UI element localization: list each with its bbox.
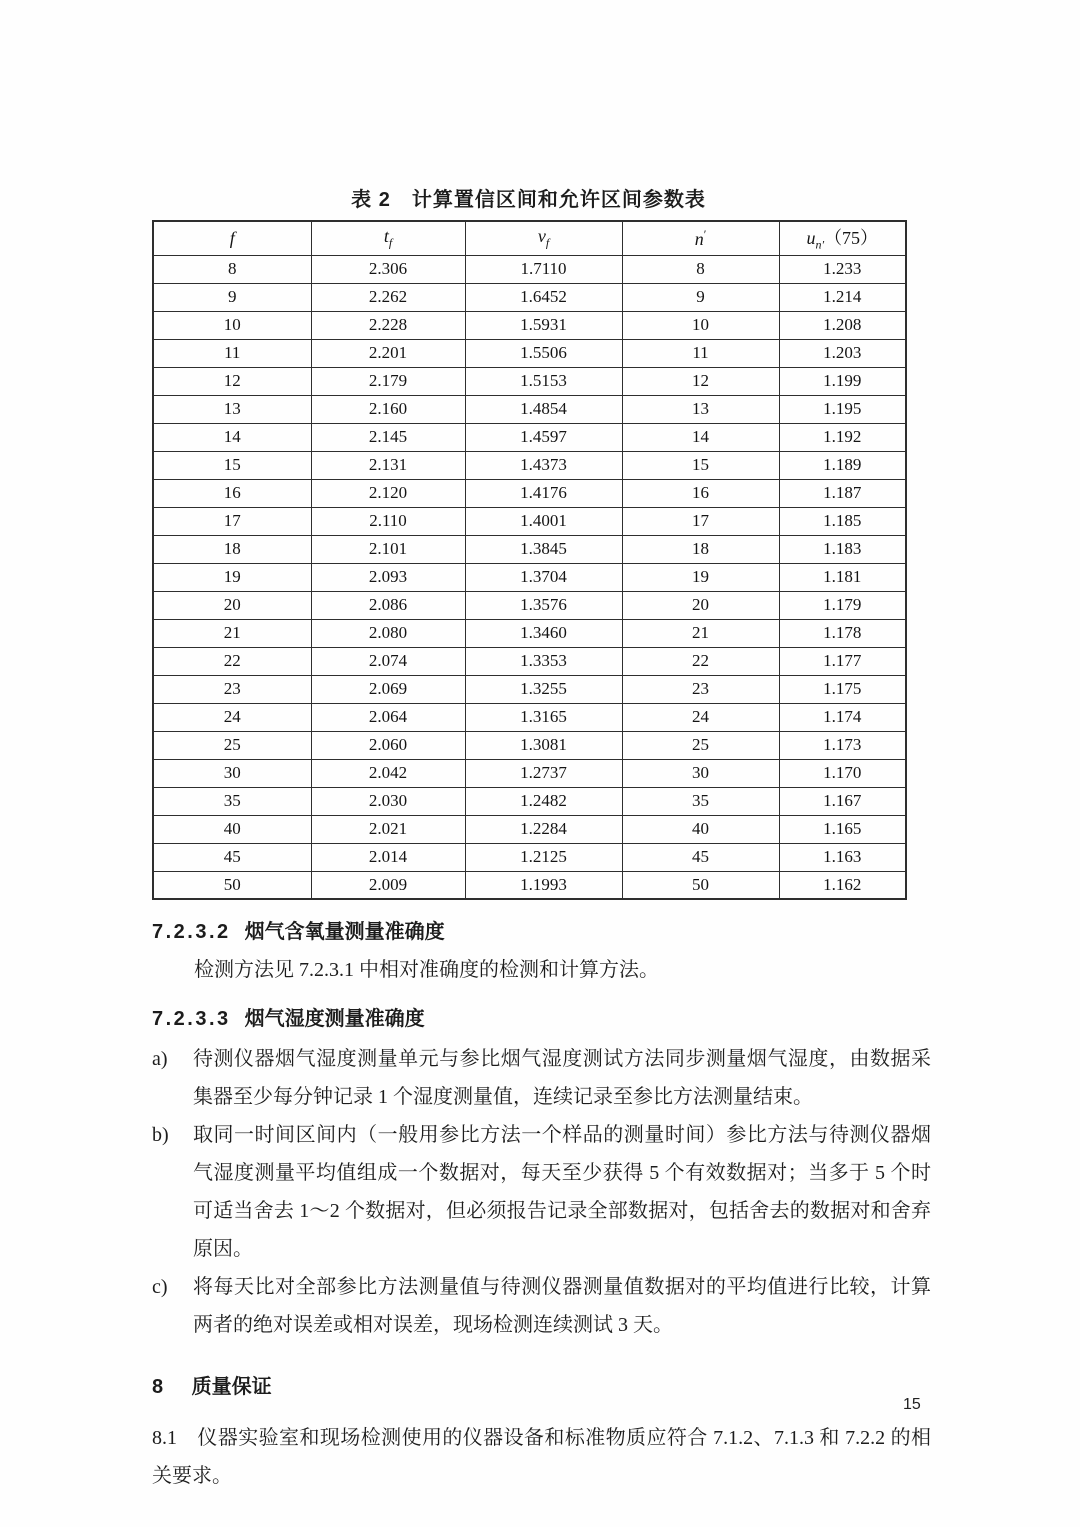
table-row [153, 507, 906, 535]
table-cell: 1.178 [779, 619, 906, 647]
table-title: 表 2 计算置信区间和允许区间参数表 [351, 189, 706, 211]
clause-number: 8.1 [152, 1427, 177, 1449]
table-cell: 23 [153, 675, 311, 703]
list-item-text: 将每天比对全部参比方法测量值与待测仪器测量值数据对的平均值进行比较，计算两者的绝对误差或相对误差，现场检测连续测试 3 天。 [193, 1276, 931, 1336]
table-cell: 1.163 [779, 843, 906, 871]
table-cell: 1.3460 [465, 619, 622, 647]
table-cell: 50 [622, 871, 779, 899]
table-cell: 1.177 [779, 647, 906, 675]
column-header: n′ [622, 221, 779, 255]
list-item [152, 1040, 931, 1116]
table-cell: 24 [153, 703, 311, 731]
table-cell: 1.2737 [465, 759, 622, 787]
table-row [153, 731, 906, 759]
table-row [153, 255, 906, 283]
table-row [153, 647, 906, 675]
column-header: $t_f$ [311, 221, 465, 255]
table-row [153, 311, 906, 339]
table-cell: 13 [622, 395, 779, 423]
table-cell: 2.060 [311, 731, 465, 759]
table-cell: 17 [622, 507, 779, 535]
table-cell: 15 [153, 451, 311, 479]
table-cell: 1.181 [779, 563, 906, 591]
table-cell: 1.2125 [465, 843, 622, 871]
table-cell: 2.021 [311, 815, 465, 843]
table-row [153, 367, 906, 395]
table-row [153, 451, 906, 479]
table-cell: 1.189 [779, 451, 906, 479]
column-header: $v_f$ [465, 221, 622, 255]
table-cell: 14 [153, 423, 311, 451]
table-cell: 2.093 [311, 563, 465, 591]
list-item-marker: a) [152, 1048, 168, 1070]
table-cell: 1.4373 [465, 451, 622, 479]
table-cell: 1.175 [779, 675, 906, 703]
table-cell: 12 [153, 367, 311, 395]
table-cell: 35 [153, 787, 311, 815]
table-cell: 2.228 [311, 311, 465, 339]
confidence-interval-parameters-table [152, 220, 907, 900]
section-title: 烟气湿度测量准确度 [244, 1008, 425, 1030]
table-cell: 45 [153, 843, 311, 871]
table-row [153, 479, 906, 507]
table-cell: 22 [622, 647, 779, 675]
table-row [153, 339, 906, 367]
table-cell: 1.3165 [465, 703, 622, 731]
table-cell: 1.5931 [465, 311, 622, 339]
table-cell: 8 [622, 255, 779, 283]
table-row [153, 675, 906, 703]
table-cell: 1.3255 [465, 675, 622, 703]
table-row [153, 619, 906, 647]
table-cell: 2.145 [311, 423, 465, 451]
table-cell: 25 [153, 731, 311, 759]
table-cell: 45 [622, 843, 779, 871]
table-row [153, 563, 906, 591]
section-number: 7.2.3.3 [152, 1008, 231, 1030]
section-heading-7-2-3-3 [152, 1002, 931, 1031]
table-cell: 1.3576 [465, 591, 622, 619]
table-cell: 20 [622, 591, 779, 619]
table-cell: 2.131 [311, 451, 465, 479]
item-list [152, 1040, 931, 1344]
table-cell: 1.203 [779, 339, 906, 367]
table-cell: 1.4854 [465, 395, 622, 423]
table-cell: 2.064 [311, 703, 465, 731]
table-cell: 1.3845 [465, 535, 622, 563]
table-cell: 2.179 [311, 367, 465, 395]
table-cell: 19 [153, 563, 311, 591]
table-cell: 1.5153 [465, 367, 622, 395]
table-cell: 1.174 [779, 703, 906, 731]
clause-text: 仪器实验室和现场检测使用的仪器设备和标准物质应符合 7.1.2、7.1.3 和 7.2.2 的相关要求。 [152, 1427, 931, 1487]
table-cell: 10 [622, 311, 779, 339]
table-cell: 1.208 [779, 311, 906, 339]
table-cell: 24 [622, 703, 779, 731]
table-cell: 1.192 [779, 423, 906, 451]
list-item [152, 1116, 931, 1268]
table-cell: 10 [153, 311, 311, 339]
table-cell: 1.4176 [465, 479, 622, 507]
table-row [153, 283, 906, 311]
table-cell: 1.199 [779, 367, 906, 395]
table-row [153, 787, 906, 815]
table-cell: 8 [153, 255, 311, 283]
column-header: f [153, 221, 311, 255]
table-cell: 1.170 [779, 759, 906, 787]
table-row [153, 871, 906, 899]
table-row [153, 395, 906, 423]
table-row [153, 535, 906, 563]
list-item-marker: b) [152, 1124, 169, 1146]
table-cell: 2.101 [311, 535, 465, 563]
table-row [153, 591, 906, 619]
table-cell: 16 [622, 479, 779, 507]
table-cell: 2.074 [311, 647, 465, 675]
table-cell: 1.4597 [465, 423, 622, 451]
table-row [153, 815, 906, 843]
table-cell: 1.2284 [465, 815, 622, 843]
table-cell: 25 [622, 731, 779, 759]
section-body-8-1 [152, 1419, 931, 1495]
table-cell: 11 [622, 339, 779, 367]
table-cell: 2.120 [311, 479, 465, 507]
table-cell: 1.2482 [465, 787, 622, 815]
table-row [153, 843, 906, 871]
table-cell: 1.5506 [465, 339, 622, 367]
table-cell: 2.160 [311, 395, 465, 423]
section-body-7-2-3-2: 检测方法见 7.2.3.1 中相对准确度的检测和计算方法。 [194, 959, 659, 981]
table-cell: 9 [622, 283, 779, 311]
list-item-text: 取同一时间区间内（一般用参比方法一个样品的测量时间）参比方法与待测仪器烟气湿度测量平均值组成一个数据对，每天至少获得 5 个有效数据对；当多于 5 个时可适当舍去 1～2 个数据对，但必须报告记录全部数据对，包括舍去的数据对和舍弃原因。 [193, 1124, 931, 1260]
table-cell: 18 [622, 535, 779, 563]
section-number: 7.2.3.2 [152, 921, 231, 943]
table-cell: 30 [622, 759, 779, 787]
table-cell: 2.014 [311, 843, 465, 871]
table-cell: 11 [153, 339, 311, 367]
table-cell: 12 [622, 367, 779, 395]
table-cell: 15 [622, 451, 779, 479]
table-cell: 2.262 [311, 283, 465, 311]
table-cell: 1.3353 [465, 647, 622, 675]
table-cell: 2.086 [311, 591, 465, 619]
table-cell: 2.306 [311, 255, 465, 283]
table-cell: 1.162 [779, 871, 906, 899]
table-cell: 50 [153, 871, 311, 899]
table-cell: 1.183 [779, 535, 906, 563]
table-cell: 22 [153, 647, 311, 675]
table-cell: 1.167 [779, 787, 906, 815]
table-header-row [153, 221, 906, 255]
list-item-text: 待测仪器烟气湿度测量单元与参比烟气湿度测试方法同步测量烟气湿度，由数据采集器至少每分钟记录 1 个湿度测量值，连续记录至参比方法测量结束。 [193, 1048, 931, 1108]
table-cell: 9 [153, 283, 311, 311]
page-content [152, 183, 931, 1499]
table-cell: 1.179 [779, 591, 906, 619]
list-item-marker: c) [152, 1276, 168, 1298]
list-item [152, 1268, 931, 1344]
table-cell: 30 [153, 759, 311, 787]
table-cell: 1.3081 [465, 731, 622, 759]
table-cell: 2.080 [311, 619, 465, 647]
table-cell: 2.110 [311, 507, 465, 535]
section-title: 质量保证 [191, 1376, 272, 1398]
table-cell: 1.3704 [465, 563, 622, 591]
table-cell: 2.042 [311, 759, 465, 787]
table-row [153, 759, 906, 787]
table-cell: 40 [153, 815, 311, 843]
column-header: $u_{n'}(75)$ [779, 221, 906, 255]
table-cell: 1.233 [779, 255, 906, 283]
table-cell: 23 [622, 675, 779, 703]
table-cell: 1.195 [779, 395, 906, 423]
table-cell: 20 [153, 591, 311, 619]
table-cell: 1.1993 [465, 871, 622, 899]
table-cell: 1.165 [779, 815, 906, 843]
table-cell: 1.7110 [465, 255, 622, 283]
table-cell: 2.201 [311, 339, 465, 367]
section-heading-8 [152, 1370, 931, 1399]
table-cell: 21 [153, 619, 311, 647]
section-number: 8 [152, 1376, 166, 1398]
table-cell: 14 [622, 423, 779, 451]
table-cell: 13 [153, 395, 311, 423]
table-cell: 18 [153, 535, 311, 563]
section-heading-7-2-3-2 [152, 915, 931, 944]
table-cell: 1.185 [779, 507, 906, 535]
table-cell: 2.069 [311, 675, 465, 703]
table-cell: 1.4001 [465, 507, 622, 535]
table-row [153, 703, 906, 731]
table-cell: 19 [622, 563, 779, 591]
table-cell: 40 [622, 815, 779, 843]
table-cell: 1.214 [779, 283, 906, 311]
table-cell: 1.187 [779, 479, 906, 507]
table-cell: 35 [622, 787, 779, 815]
table-cell: 21 [622, 619, 779, 647]
table-cell: 1.6452 [465, 283, 622, 311]
table-cell: 1.173 [779, 731, 906, 759]
table-cell: 2.009 [311, 871, 465, 899]
table-cell: 17 [153, 507, 311, 535]
table-body [153, 255, 906, 899]
page-number: 15 [903, 1396, 921, 1413]
table-row [153, 423, 906, 451]
table-cell: 16 [153, 479, 311, 507]
table-cell: 2.030 [311, 787, 465, 815]
section-title: 烟气含氧量测量准确度 [244, 921, 445, 943]
